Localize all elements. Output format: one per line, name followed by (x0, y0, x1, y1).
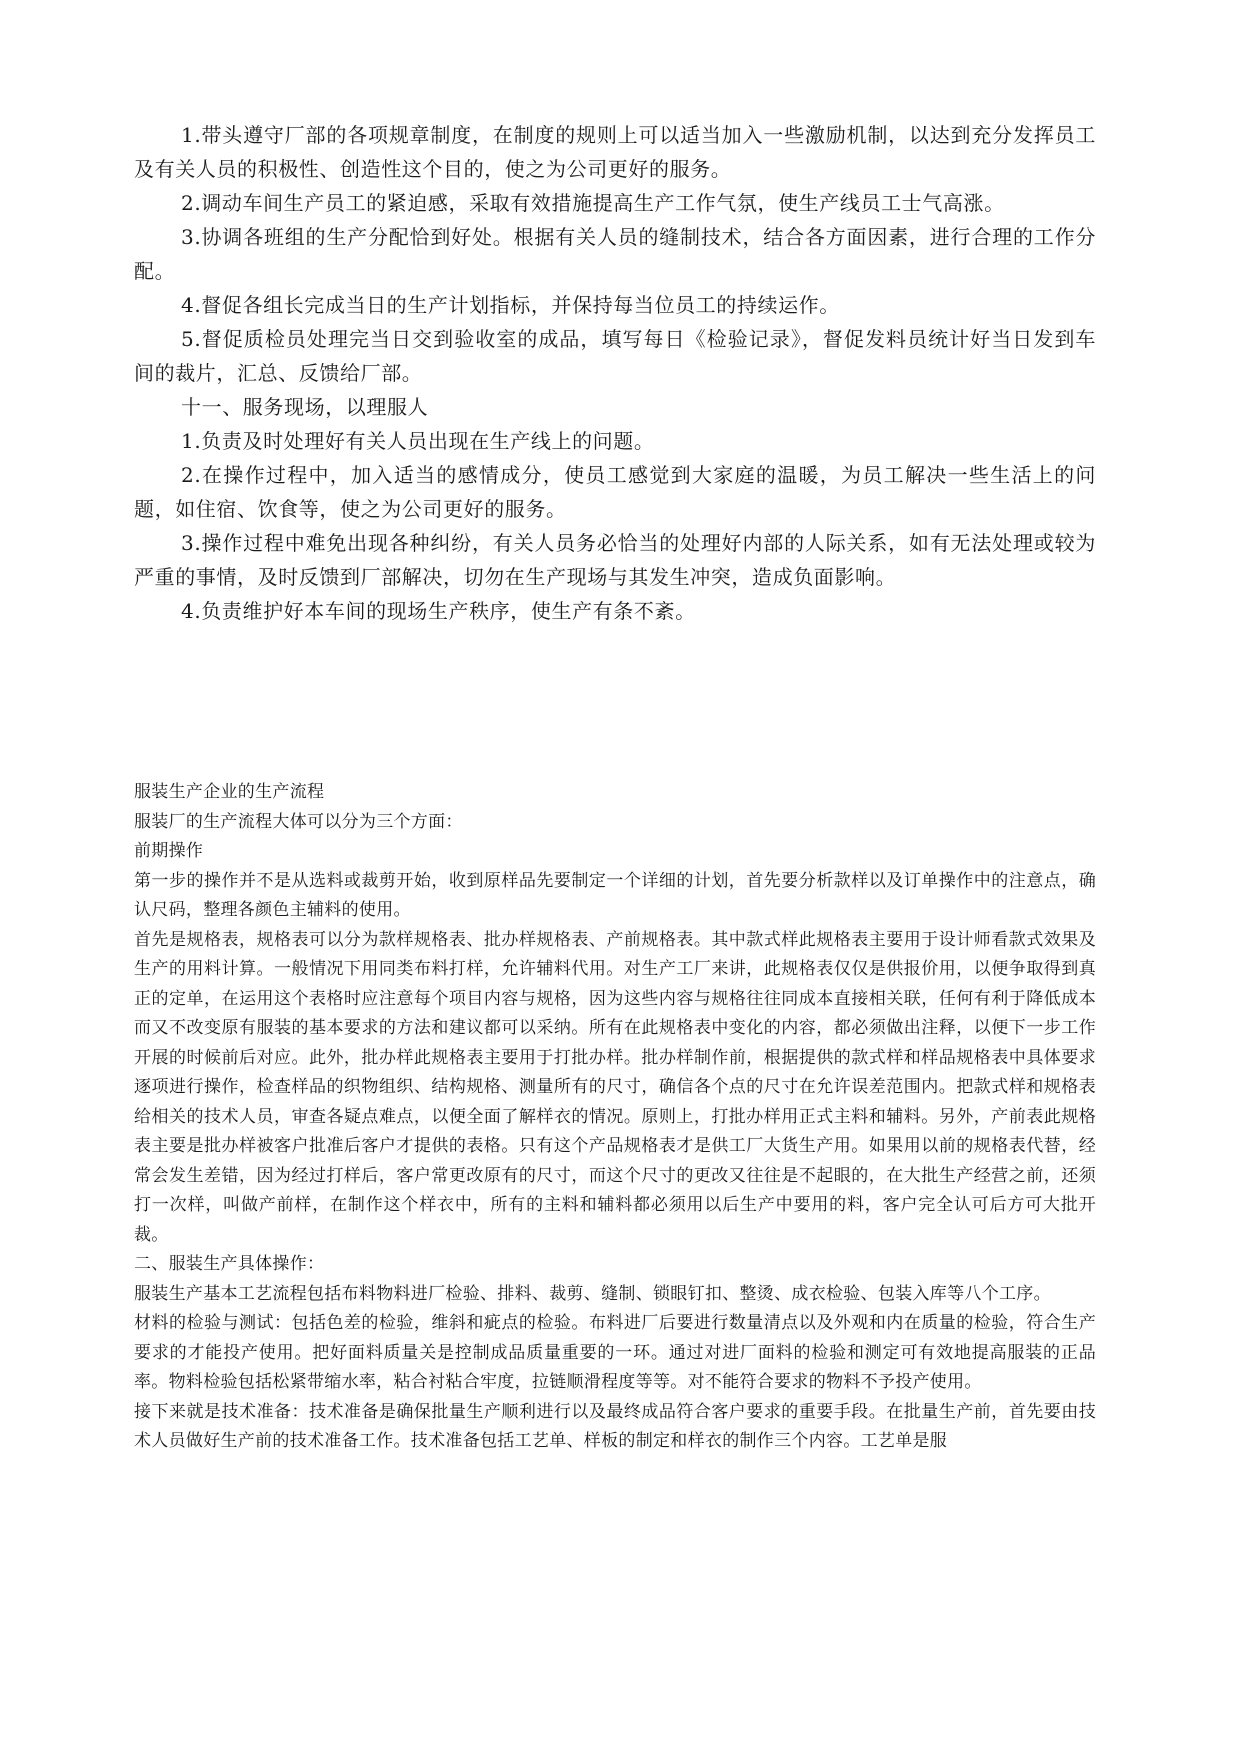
service-paragraph-1: 1.负责及时处理好有关人员出现在生产线上的问题。 (181, 429, 655, 453)
process-paragraph-1: 第一步的操作并不是从选料或裁剪开始，收到原样品先要制定一个详细的计划，首先要分析款样以及订单操作中的注意点，确认尺码，整理各颜色主辅料的使用。 (134, 870, 1096, 920)
service-paragraph-2: 2.在操作过程中，加入适当的感情成分，使员工感觉到大家庭的温暖，为员工解决一些生活上的问题，如住宿、饮食等，使之为公司更好的服务。 (134, 463, 1096, 521)
process-subheading: 前期操作 (134, 841, 204, 861)
process-title: 服装生产企业的生产流程 (134, 782, 325, 802)
process-paragraph-4: 材料的检验与测试：包括色差的检验，维斜和疵点的检验。布料进厂后要进行数量清点以及外观和内在质量的检验，符合生产要求的才能投产使用。把好面料质量关是控制成品质量重要的一环。通过对进厂面料的检验和测定可有效地提高服装的正品率。物料检验包括松紧带缩水率，粘合衬粘合牢度，拉链顺滑程度等等。对不能符合要求的物料不予投产使用。 (134, 1313, 1096, 1392)
process-paragraph-5: 接下来就是技术准备：技术准备是确保批量生产顺利进行以及最终成品符合客户要求的重要手段。在批量生产前，首先要由技术人员做好生产前的技术准备工作。技术准备包括工艺单、样板的制定和样衣的制作三个内容。工艺单是服 (134, 1401, 1096, 1451)
service-paragraph-4: 4.负责维护好本车间的现场生产秩序，使生产有条不紊。 (181, 599, 696, 623)
duties-section (134, 118, 1096, 628)
duty-paragraph-2: 2.调动车间生产员工的紧迫感，采取有效措施提高生产工作气氛，使生产线员工士气高涨。 (181, 191, 1005, 215)
process-paragraph-2: 首先是规格表，规格表可以分为款样规格表、批办样规格表、产前规格表。其中款式样此规格表主要用于设计师看款式效果及生产的用料计算。一般情况下用同类布料打样，允许辅料代用。对生产工厂来讲，此规格表仅仅是供报价用，以便争取得到真正的定单，在运用这个表格时应注意每个项目内容与规格，因为这些内容与规格往往同成本直接相关联，任何有利于降低成本而又不改变原有服装的基本要求的方法和建议都可以采纳。所有在此规格表中变化的内容，都必须做出注释，以便下一步工作开展的时候前后对应。此外，批办样此规格表主要用于打批办样。批办样制作前，根据提供的款式样和样品规格表中具体要求逐项进行操作，检查样品的织物组织、结构规格、测量所有的尺寸，确信各个点的尺寸在允许误差范围内。把款式样和规格表给相关的技术人员，审查各疑点难点，以便全面了解样衣的情况。原则上，打批办样用正式主料和辅料。另外，产前表此规格表主要是批办样被客户批准后客户才提供的表格。只有这个产品规格表才是供工厂大货生产用。如果用以前的规格表代替，经常会发生差错，因为经过打样后，客户常更改原有的尺寸，而这个尺寸的更改又往往是不起眼的，在大批生产经营之前，还须打一次样，叫做产前样，在制作这个样衣中，所有的主料和辅料都必须用以后生产中要用的料，客户完全认可后方可大批开裁。 (134, 929, 1096, 1245)
production-process-section (134, 778, 1096, 1457)
duty-paragraph-4: 4.督促各组长完成当日的生产计划指标，并保持每当位员工的持续运作。 (181, 293, 840, 317)
section-heading-11: 十一、服务现场，以理服人 (181, 395, 429, 419)
duty-paragraph-3: 3.协调各班组的生产分配恰到好处。根据有关人员的缝制技术，结合各方面因素，进行合理的工作分配。 (134, 225, 1096, 283)
process-intro: 服装厂的生产流程大体可以分为三个方面： (134, 811, 463, 832)
service-paragraph-3: 3.操作过程中难免出现各种纠纷，有关人员务必恰当的处理好内部的人际关系，如有无法处理或较为严重的事情，及时反馈到厂部解决，切勿在生产现场与其发生冲突，造成负面影响。 (134, 531, 1096, 589)
duty-paragraph-1: 1.带头遵守厂部的各项规章制度，在制度的规则上可以适当加入一些激励机制，以达到充分发挥员工及有关人员的积极性、创造性这个目的，使之为公司更好的服务。 (134, 123, 1096, 181)
process-heading-2: 二、服装生产具体操作： (134, 1254, 325, 1274)
duty-paragraph-5: 5.督促质检员处理完当日交到验收室的成品，填写每日《检验记录》，督促发料员统计好当日发到车间的裁片，汇总、反馈给厂部。 (134, 327, 1096, 385)
process-paragraph-3: 服装生产基本工艺流程包括布料物料进厂检验、排料、裁剪、缝制、锁眼钉扣、整烫、成衣检验、包装入库等八个工序。 (134, 1283, 1051, 1304)
